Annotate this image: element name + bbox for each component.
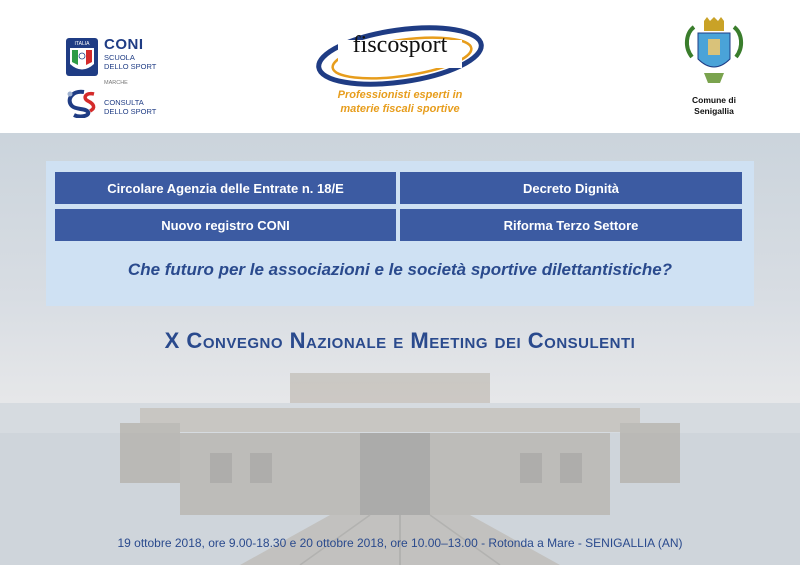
consulta-text	[104, 98, 174, 116]
senigallia-crest-icon	[682, 17, 746, 89]
topic-terzo-settore: Riforma Terzo Settore	[400, 209, 742, 241]
topic-registro-coni: Nuovo registro CONI	[55, 209, 396, 241]
event-footer: 19 ottobre 2018, ore 9.00-18.30 e 20 ottobre 2018, ore 10.00–13.00 - Rotonda a Mare - SENIGALLIA (AN)	[117, 536, 683, 550]
consulta-logo-icon	[64, 88, 102, 118]
comune-text	[660, 95, 768, 117]
coni-region: MARCHE	[104, 80, 128, 86]
coni-badge-label: ITALIA	[74, 41, 90, 47]
comune-line2: Senigallia	[694, 106, 734, 116]
consulta-line2: DELLO SPORT	[104, 107, 157, 116]
comune-line1: Comune di	[692, 95, 736, 105]
coni-subtitle	[104, 54, 164, 71]
event-title: X Convegno Nazionale e Meeting dei Consulenti	[164, 328, 636, 353]
topic-circolare: Circolare Agenzia delle Entrate n. 18/E	[55, 172, 396, 204]
coni-subtitle-line1: SCUOLA	[104, 53, 135, 62]
coni-logo-icon	[66, 38, 98, 76]
fiscosport-tagline	[300, 88, 500, 116]
fiscosport-tagline-line2: materie fiscali sportive	[340, 103, 460, 115]
fiscosport-tagline-line1: Professionisti esperti in	[337, 89, 463, 101]
coni-subtitle-line2: DELLO SPORT	[104, 61, 157, 71]
coni-title: CONI	[104, 36, 144, 53]
consulta-line1: CONSULTA	[104, 98, 144, 107]
fiscosport-wordmark: fiscosport	[352, 32, 448, 58]
question-heading: Che futuro per le associazioni e le società sportive dilettantistiche?	[127, 260, 673, 279]
header	[0, 0, 800, 133]
topic-decreto-dignita: Decreto Dignità	[400, 172, 742, 204]
